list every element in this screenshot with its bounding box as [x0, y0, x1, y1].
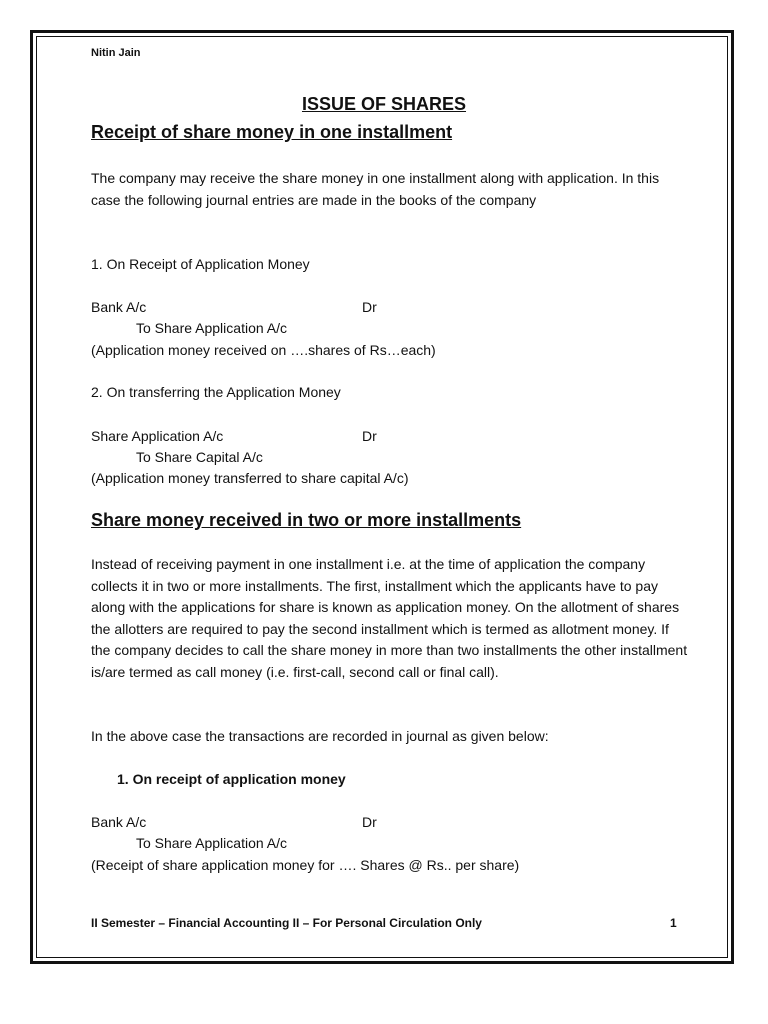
entry3-debit: Bank A/c — [91, 814, 147, 830]
section1-step2-label: 2. On transferring the Application Money — [91, 384, 341, 400]
section2-recorded-note: In the above case the transactions are recorded in journal as given below: — [91, 728, 549, 744]
entry1-credit: To Share Application A/c — [136, 320, 287, 336]
section2-heading: Share money received in two or more installments — [91, 510, 522, 530]
entry1-narration: (Application money received on ….shares of Rs…each) — [91, 342, 436, 358]
section2-step1-label: 1. On receipt of application money — [117, 771, 346, 787]
entry2-narration: (Application money transferred to share capital A/c) — [91, 470, 409, 486]
section1-heading: Receipt of share money in one installment — [91, 122, 453, 142]
author-name: Nitin Jain — [91, 47, 141, 59]
entry2-debit: Share Application A/c — [91, 428, 224, 444]
entry1-dr: Dr — [362, 299, 377, 315]
page-number: 1 — [670, 916, 677, 930]
entry2-dr: Dr — [362, 428, 377, 444]
entry3-narration: (Receipt of share application money for …. Shares @ Rs.. per share) — [91, 857, 520, 873]
entry1-debit: Bank A/c — [91, 299, 147, 315]
section1-step1-label: 1. On Receipt of Application Money — [91, 256, 310, 272]
section2-body: Instead of receiving payment in one installment i.e. at the time of application the company collects it in two or more installments. The first, installment which the applicants have to pay along with the applications for share is known as application money. On the allotment of shares the allotters are required to pay the second installment which is termed as allotment money. If the company decides to call the share money in more than two installments the other installment is/are termed as call money (i.e. first-call, second call or final call). — [91, 556, 688, 680]
entry2-credit: To Share Capital A/c — [136, 449, 263, 465]
section1-intro: The company may receive the share money in one installment along with application. In this case the following journal entries are made in the books of the company — [91, 170, 660, 208]
document-title: ISSUE OF SHARES — [301, 94, 467, 114]
entry3-dr: Dr — [362, 814, 377, 830]
footer-text: II Semester – Financial Accounting II – For Personal Circulation Only — [91, 916, 482, 930]
entry3-credit: To Share Application A/c — [136, 835, 287, 851]
